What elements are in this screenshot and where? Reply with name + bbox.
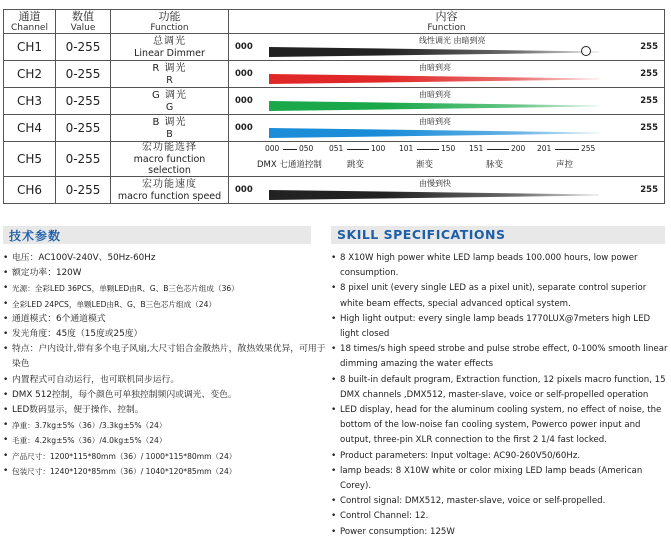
range-start: 000 [235, 96, 253, 106]
list-item: • 通道模式：6个通道模式 [3, 312, 328, 327]
channel-name: CH6 [4, 177, 56, 204]
segment-to: 100 [371, 144, 386, 153]
list-item: • 发光角度：45度（15度或25度） [3, 327, 328, 342]
macro-segments [257, 144, 605, 170]
segment-label: 脉变 [486, 160, 504, 170]
segment-line [555, 149, 579, 150]
list-item: • 8 X10W high power white LED lamp beads 100.000 hours, low power consumption. [331, 251, 669, 281]
channel-content [229, 177, 665, 204]
gradient-bar [269, 101, 599, 111]
segment-label: 跳变 [347, 160, 365, 170]
channel-name: CH2 [4, 61, 56, 88]
list-item: • 额定功率：120W [3, 266, 328, 281]
range-start: 000 [235, 123, 253, 133]
list-item: • 全彩LED 24PCS，单颗LED由R、G、B三色芯片组成（24） [3, 297, 328, 312]
table-row [4, 142, 665, 177]
skill-specs-header [331, 226, 665, 244]
segment-from: 101 [399, 144, 414, 153]
channel-content [229, 115, 665, 142]
bar-label: 由慢到快 [419, 179, 451, 188]
segment-line [417, 149, 439, 150]
table-row [4, 88, 665, 115]
table-row [4, 34, 665, 61]
channel-name: CH3 [4, 88, 56, 115]
segment-from: 151 [469, 144, 484, 153]
segment-line [283, 149, 297, 150]
channel-value: 0-255 [56, 177, 111, 204]
tech-params-header [3, 226, 311, 244]
segment-from: 000 [265, 144, 280, 153]
bar-label: 由暗到亮 [419, 90, 451, 99]
list-item: • 毛重：4.2kg±5%（36）/4.0kg±5%（24） [3, 433, 328, 448]
channel-content [229, 142, 665, 177]
range-end: 255 [640, 69, 658, 79]
list-item: • 特点：户内设计,带有多个电子风扇,大尺寸铝合金散热片，散热效果优异，可用于染色 [3, 342, 328, 372]
segment-label: 渐变 [416, 160, 434, 170]
table-row [4, 115, 665, 142]
list-item: • Power consumption: 125W [331, 525, 669, 540]
segment-label: DMX 七通道控制 [257, 160, 322, 170]
segment-to: 150 [441, 144, 456, 153]
range-end: 255 [640, 42, 658, 52]
channel-value: 0-255 [56, 61, 111, 88]
list-item: • Control Channel: 12. [331, 509, 669, 524]
list-item: • High light output: every single lamp beads 1770LUX@7meters high LED light closed [331, 312, 669, 342]
list-item: • 内置程式可自动运行，也可联机同步运行。 [3, 373, 328, 388]
segment-to: 255 [581, 144, 596, 153]
header-value: 数值 Value [56, 10, 111, 34]
list-item: • 8 built-in default program, Extraction function, 12 pixels macro function, 15 DMX channels ,DMX512, master-slave, voice or self-propelled operation [331, 373, 669, 403]
segment-line [347, 149, 369, 150]
list-item: • 包装尺寸：1240*120*85mm（36）/ 1040*120*85mm（24） [3, 464, 328, 479]
segment-from: 201 [537, 144, 552, 153]
skill-specs-list [331, 251, 669, 540]
channel-value: 0-255 [56, 88, 111, 115]
list-item: • DMX 512控制，每个颜色可单独控制频闪或调光、变色。 [3, 388, 328, 403]
header-function: 功能 Function [111, 10, 229, 34]
list-item: • 产品尺寸：1200*115*80mm（36）/ 1000*115*80mm（24） [3, 449, 328, 464]
list-item: • 电压：AC100V-240V、50Hz-60Hz [3, 251, 328, 266]
segment-from: 051 [329, 144, 344, 153]
list-item: • LED display, head for the aluminum cooling system, no effect of noise, the bottom of the low-noise fan cooling system, Powerco power input and output, three-pin XLR connection to the first 2 1/4 fast locked. [331, 403, 669, 449]
table-header-row [4, 10, 665, 34]
channel-name: CH4 [4, 115, 56, 142]
range-start: 000 [235, 185, 253, 195]
list-item: • 净重：3.7kg±5%（36）/3.3kg±5%（24） [3, 418, 328, 433]
gradient-bar [269, 128, 599, 138]
list-item: • 18 times/s high speed strobe and pulse strobe effect, 0-100% smooth linear dimming amazing the water effects [331, 342, 669, 372]
bright-indicator-icon [581, 46, 591, 56]
list-item: • 光源：全彩LED 36PCS，单颗LED由R、G、B三色芯片组成（36） [3, 281, 328, 296]
header-channel: 通道 Channel [4, 10, 56, 34]
range-end: 255 [640, 185, 658, 195]
list-item: • 8 pixel unit (every single LED as a pixel unit), separate control superior white beam effects, special advanced optical system. [331, 281, 669, 311]
range-start: 000 [235, 69, 253, 79]
gradient-bar [269, 190, 599, 200]
channel-table [3, 9, 665, 204]
channel-value: 0-255 [56, 142, 111, 177]
channel-function: G 调光 G [111, 88, 229, 115]
channel-content [229, 88, 665, 115]
list-item: • lamp beads: 8 X10W white or color mixing LED lamp beads (American Corey). [331, 464, 669, 494]
channel-value: 0-255 [56, 115, 111, 142]
header-content: 内容 Function [229, 10, 665, 34]
list-item: • LED数码显示，便于操作、控制。 [3, 403, 328, 418]
channel-function: 宏功能选择 macro function selection [111, 142, 229, 177]
range-end: 255 [640, 123, 658, 133]
channel-function: B 调光 B [111, 115, 229, 142]
list-item: • Product parameters: Input voltage: AC90-260V50/60Hz. [331, 449, 669, 464]
segment-to: 050 [299, 144, 314, 153]
channel-function: 宏功能速度 macro function speed [111, 177, 229, 204]
channel-value: 0-255 [56, 34, 111, 61]
range-start: 000 [235, 42, 253, 52]
channel-content [229, 34, 665, 61]
list-item: • Control signal: DMX512, master-slave, voice or self-propelled. [331, 494, 669, 509]
channel-name: CH5 [4, 142, 56, 177]
channel-name: CH1 [4, 34, 56, 61]
segment-line [487, 149, 509, 150]
channel-content [229, 61, 665, 88]
gradient-bar [269, 47, 599, 57]
segment-to: 200 [511, 144, 526, 153]
section-title: SKILL SPECIFICATIONS [337, 227, 506, 242]
bar-label: 线性调光 由暗到亮 [419, 36, 486, 45]
range-end: 255 [640, 96, 658, 106]
segment-label: 声控 [556, 160, 574, 170]
table-row [4, 61, 665, 88]
section-title: 技术参数 [9, 229, 62, 243]
bar-label: 由暗到亮 [419, 63, 451, 72]
bar-label: 由暗到亮 [419, 117, 451, 126]
channel-function: R 调光 R [111, 61, 229, 88]
channel-function: 总调光 Linear Dimmer [111, 34, 229, 61]
tech-params-list [3, 251, 328, 479]
gradient-bar [269, 74, 599, 84]
table-row [4, 177, 665, 204]
